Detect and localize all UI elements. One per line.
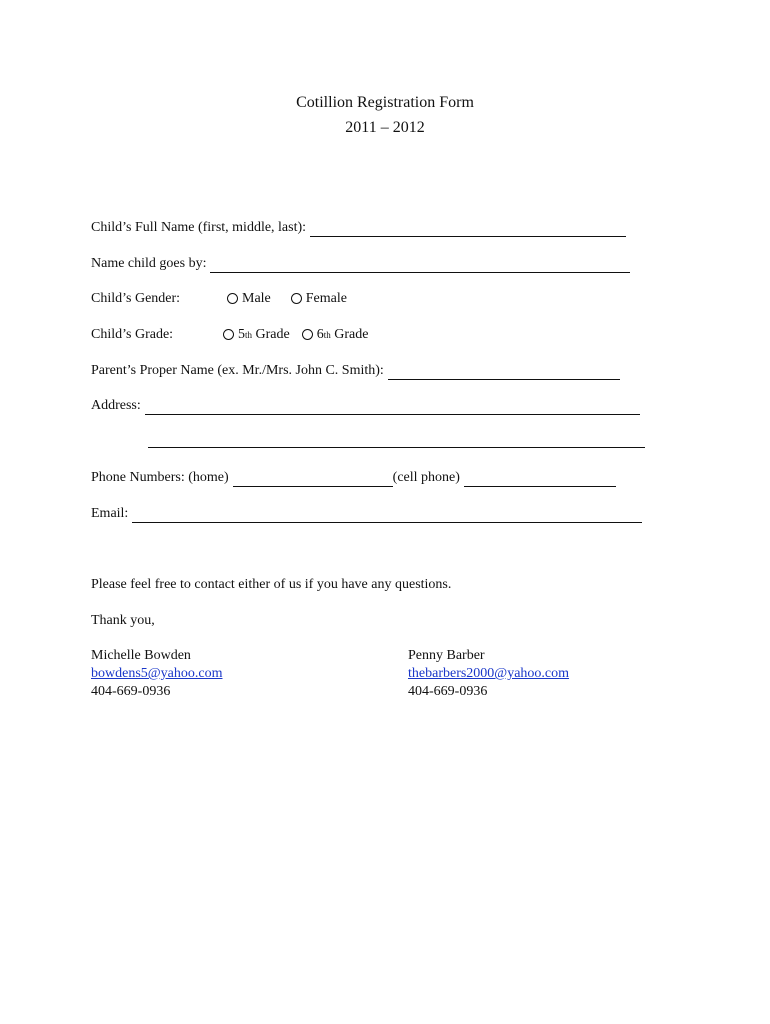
phone-cell-label: (cell phone) <box>392 470 460 485</box>
full-name-field[interactable] <box>310 222 626 237</box>
contact-block-1 <box>91 647 222 701</box>
radio-circle-icon[interactable] <box>227 293 238 304</box>
form-title: Cotillion Registration Form <box>296 94 474 111</box>
nickname-label: Name child goes by: <box>91 256 207 271</box>
gender-row <box>91 290 347 308</box>
parent-name-row <box>91 362 620 380</box>
parent-name-label: Parent’s Proper Name (ex. Mr./Mrs. John C. Smith): <box>91 363 384 378</box>
gender-male-label: Male <box>242 291 271 306</box>
email-field[interactable] <box>132 508 642 523</box>
address-field-line-2[interactable] <box>148 433 645 448</box>
form-year: 2011 – 2012 <box>345 119 425 136</box>
phone-row <box>91 469 616 487</box>
grade-row <box>91 326 368 344</box>
contact-email-link[interactable]: thebarbers2000@yahoo.com <box>408 666 570 681</box>
address-label: Address: <box>91 398 141 413</box>
contact-name: Michelle Bowden <box>91 648 191 663</box>
radio-circle-icon[interactable] <box>223 329 234 340</box>
contact-note: Please feel free to contact either of us if you have any questions. <box>91 577 452 592</box>
contact-block-2 <box>408 647 569 701</box>
phone-cell-field[interactable] <box>464 472 616 487</box>
grade-label: Child’s Grade: <box>91 327 174 342</box>
address-row-2 <box>148 433 645 448</box>
address-field-line-1[interactable] <box>145 400 640 415</box>
thanks-text: Thank you, <box>91 613 155 628</box>
grade-6-option[interactable]: 6 th Grade <box>302 326 369 344</box>
grade-6-word: Grade <box>334 327 369 342</box>
gender-female-label: Female <box>305 291 347 306</box>
contact-phone: 404-669-0936 <box>408 684 488 699</box>
grade-5-num: 5 <box>238 327 245 342</box>
gender-label: Child’s Gender: <box>91 291 181 306</box>
grade-5-word: Grade <box>255 327 290 342</box>
email-label: Email: <box>91 506 129 521</box>
phone-home-field[interactable] <box>233 472 393 487</box>
address-row <box>91 397 640 415</box>
grade-6-num: 6 <box>316 327 324 342</box>
full-name-row <box>91 219 626 237</box>
nickname-field[interactable] <box>210 258 630 273</box>
radio-circle-icon[interactable] <box>302 329 313 340</box>
parent-name-field[interactable] <box>388 365 620 380</box>
contact-phone: 404-669-0936 <box>91 684 171 699</box>
nickname-row <box>91 255 630 273</box>
phone-home-label: Phone Numbers: (home) <box>91 470 229 485</box>
grade-5-option[interactable]: 5 th Grade <box>223 326 290 344</box>
radio-circle-icon[interactable] <box>291 293 302 304</box>
contact-email-link[interactable]: bowdens5@yahoo.com <box>91 666 223 681</box>
email-row <box>91 505 642 523</box>
full-name-label: Child’s Full Name (first, middle, last): <box>91 220 307 235</box>
contact-name: Penny Barber <box>408 648 485 663</box>
gender-female-option[interactable] <box>291 290 347 308</box>
gender-male-option[interactable] <box>227 290 271 308</box>
